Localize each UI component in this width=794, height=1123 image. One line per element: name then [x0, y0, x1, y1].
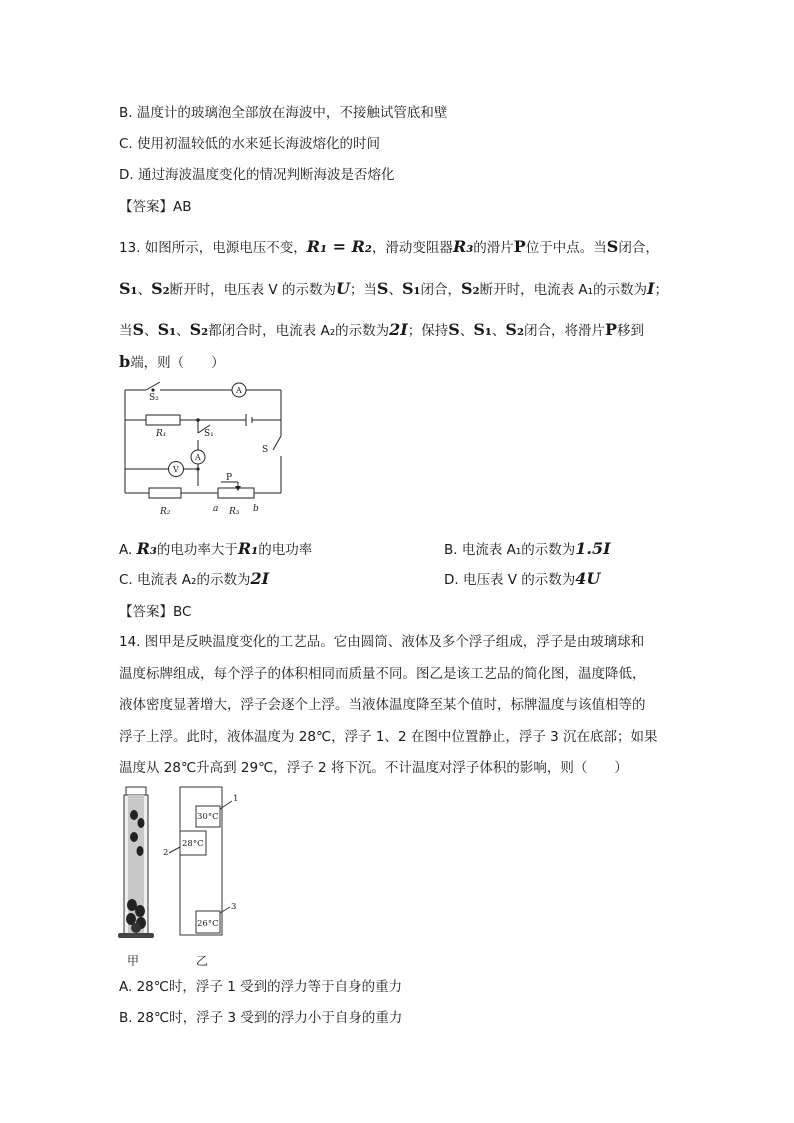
q13-sep: 、: [137, 282, 152, 298]
q13-sep: 、: [388, 282, 402, 298]
label-v: V: [173, 465, 179, 474]
q13-text: 当: [119, 323, 133, 339]
cylinder-jia: [118, 787, 154, 938]
q13-text: 位于中点。当: [525, 240, 607, 256]
label-s: S: [262, 445, 269, 455]
label-yi: 乙: [196, 954, 209, 968]
q13-option-d[interactable]: [444, 569, 600, 590]
q13-text: 闭合，: [618, 240, 659, 256]
q13-r1-eq-r2: R₁ = R₂: [306, 237, 372, 256]
q13-s: S: [448, 320, 460, 339]
switch-s2-contact: [151, 388, 154, 391]
resistor-r2: [149, 488, 181, 498]
q13-u: U: [335, 279, 350, 298]
q13-text: ；保持: [407, 323, 449, 339]
option-text: B. 电流表 A₁的示数为: [444, 542, 576, 558]
q13-text: 闭合，将滑片: [523, 323, 605, 339]
q13-text: 如图所示，电源电压不变，: [144, 240, 307, 256]
prev-option-b: B. 温度计的玻璃泡全部放在海波中，不接触试管底和壁: [119, 105, 448, 121]
label-jia: 甲: [127, 954, 140, 968]
q13-line-1: [119, 237, 659, 258]
q13-s: S: [376, 279, 389, 298]
q13-i: I: [647, 279, 655, 298]
q13-s1: S₁: [157, 320, 177, 339]
q13-option-a[interactable]: [119, 539, 312, 560]
junction-node: [196, 418, 200, 422]
q13-p: P: [513, 237, 526, 256]
q14-option-a[interactable]: A. 28℃时，浮子 1 受到的浮力等于自身的重力: [119, 979, 403, 995]
label-s2: S₂: [149, 393, 159, 403]
q13-sep: 、: [459, 323, 474, 339]
q13-sep: 、: [491, 323, 506, 339]
q13-s: S: [132, 320, 145, 339]
q14-line-5: 温度从 28℃升高到 29℃，浮子 2 将下沉。不计温度对浮子体积的影响，则（ ）: [119, 760, 628, 776]
q13-text: ；: [654, 282, 669, 298]
q13-line-2: [119, 279, 668, 300]
option-r3: R₃: [136, 539, 157, 558]
q13-text: 闭合，: [420, 282, 462, 298]
float2-temp: 28°C: [182, 839, 204, 849]
q13-s1: S₁: [119, 279, 138, 298]
float1-label: 1: [233, 794, 239, 804]
label-a1: A: [195, 453, 201, 462]
q13-option-c[interactable]: [119, 569, 269, 590]
q14-line-4: 浮子上浮。此时，液体温度为 28℃，浮子 1、2 在图中位置静止，浮子 3 沉在底部；如果: [119, 729, 658, 745]
q13-line-3: [119, 320, 644, 341]
q13-text: 端，则（ ）: [130, 355, 225, 371]
diagram-yi: [169, 787, 232, 935]
option-value: 1.5I: [575, 539, 611, 558]
label-s1: S₁: [204, 429, 214, 439]
q13-s1: S₁: [473, 320, 492, 339]
q13-text: 移到: [616, 323, 644, 339]
label-a: a: [213, 504, 219, 514]
q13-s2: S₂: [189, 320, 209, 339]
q13-s2: S₂: [151, 279, 170, 298]
option-letter: A.: [119, 542, 133, 558]
q14-line-2: 温度标牌组成，每个浮子的体积相同而质量不同。图乙是该工艺品的简化图，温度降低，: [119, 666, 646, 682]
float3-temp: 26°C: [197, 919, 219, 929]
option-value: 2I: [250, 569, 270, 588]
q13-s2: S₂: [505, 320, 524, 339]
q13-r3: R₃: [452, 237, 474, 256]
q13-line-4: [119, 352, 225, 373]
q14-line-1: 14. 图甲是反映温度变化的工艺品。它由圆筒、液体及多个浮子组成，浮子是由玻璃球和: [119, 634, 645, 650]
float2-label: 2: [163, 848, 169, 858]
prev-option-d: D. 通过海波温度变化的情况判断海波是否熔化: [119, 167, 395, 183]
q13-text: 的滑片: [473, 240, 514, 256]
label-p: P: [226, 473, 233, 483]
circuit-diagram: [118, 378, 288, 518]
label-a2: A: [236, 386, 242, 395]
q13-sep: 、: [176, 323, 190, 339]
float1-temp: 30°C: [197, 812, 219, 822]
q14-option-b[interactable]: B. 28℃时，浮子 3 受到的浮力小于自身的重力: [119, 1010, 403, 1026]
option-text: 的电功率: [258, 542, 313, 558]
option-text: D. 电压表 V 的示数为: [444, 572, 576, 588]
q13-s2: S₂: [461, 279, 480, 298]
option-value: 4U: [575, 569, 601, 588]
label-r1: R₁: [156, 429, 167, 439]
q13-option-b[interactable]: [444, 539, 611, 560]
thermometer-figure: [114, 785, 254, 970]
label-b: b: [253, 504, 259, 514]
q13-answer: 【答案】BC: [119, 604, 192, 620]
q13-b: b: [119, 352, 131, 371]
resistor-r1: [146, 415, 180, 425]
float3-label: 3: [231, 902, 237, 912]
q13-text: ；当: [349, 282, 377, 298]
q14-line-3: 液体密度显著增大，浮子会逐个上浮。当液体温度降至某个值时，标牌温度与该值相等的: [119, 697, 646, 713]
q13-text: 断开时，电压表 V 的示数为: [169, 282, 336, 298]
prev-option-c: C. 使用初温较低的水来延长海波熔化的时间: [119, 136, 381, 152]
q13-s1: S₁: [401, 279, 421, 298]
q13-sep: 、: [144, 323, 158, 339]
q13-number: 13.: [119, 240, 141, 256]
q13-s: S: [606, 237, 619, 256]
option-text: 的电功率大于: [156, 542, 238, 558]
label-r3: R₃: [229, 507, 240, 517]
q13-text: 断开时，电流表 A₁的示数为: [479, 282, 648, 298]
q13-p: P: [604, 320, 617, 339]
q13-text: 都闭合时，电流表 A₂的示数为: [208, 323, 390, 339]
rheostat-r3: [218, 488, 254, 498]
prev-answer: 【答案】AB: [119, 199, 192, 215]
q13-2i: 2I: [389, 320, 408, 339]
q13-text: ，滑动变阻器: [371, 240, 453, 256]
option-r1: R₁: [237, 539, 259, 558]
junction-node: [196, 467, 199, 470]
option-text: C. 电流表 A₂的示数为: [119, 572, 251, 588]
label-r2: R₂: [160, 507, 171, 517]
